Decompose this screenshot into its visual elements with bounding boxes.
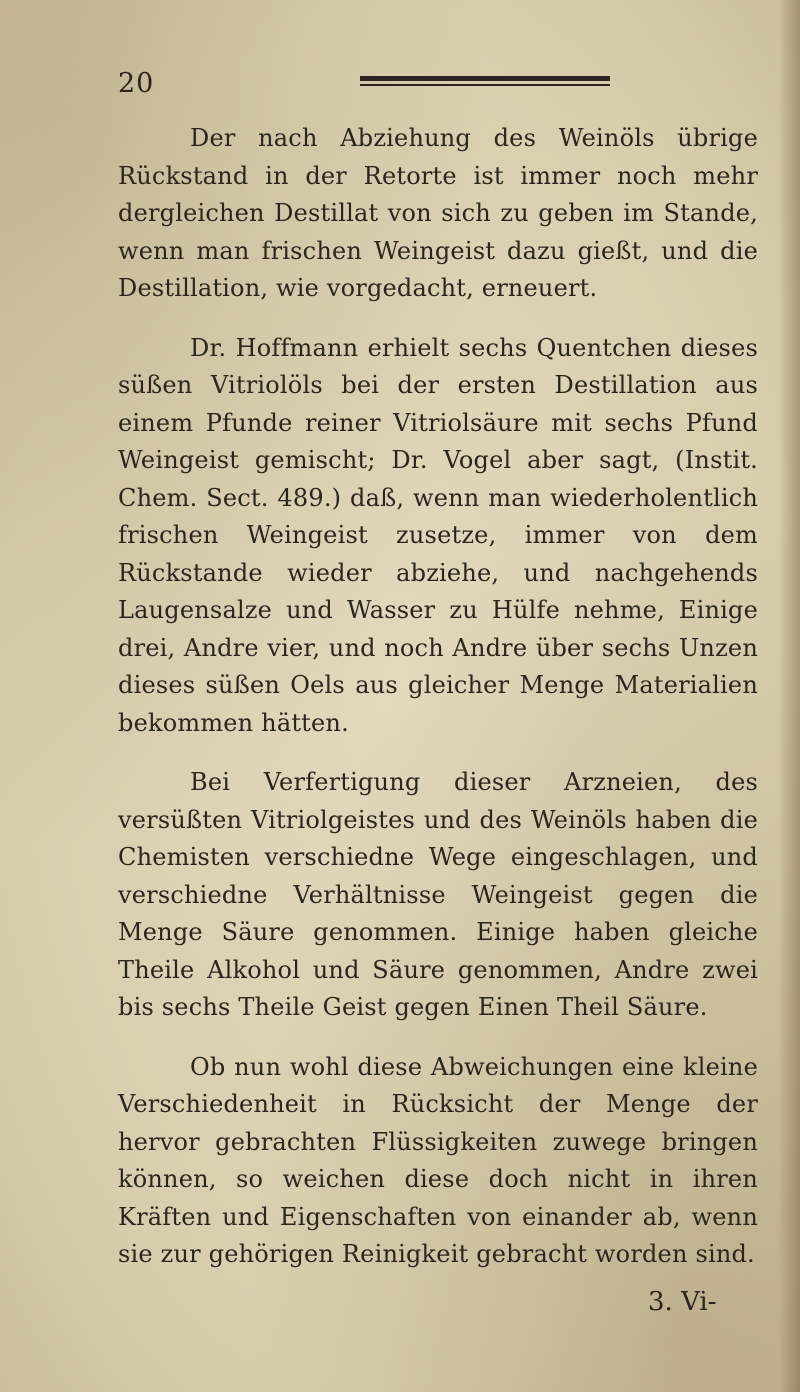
header-rule-thick [360,76,610,81]
paragraph: Ob nun wohl diese Abweichungen eine kleine Verschiedenheit in Rücksicht der Menge der hervor gebrachten Flüssigkeiten zuwege bringen können, so weichen diese doch nicht in ihren Kräften und Eigenschaften von einander ab, wenn sie zur gehörigen Reinigkeit gebracht worden sind. [118,1052,758,1268]
paragraph: Der nach Abziehung des Weinöls übrige Rückstand in der Retorte ist immer noch mehr dergleichen Destillat von sich zu geben im Stande, wenn man frischen Weingeist dazu gießt, und die Destillation, wie vorgedacht, erneuert. [118,124,758,302]
header-rule-thin [360,84,610,86]
page-header [118,64,718,104]
paragraph: Dr. Hoffmann erhielt sechs Quentchen dieses süßen Vitriolöls bei der ersten Destillation aus einem Pfunde reiner Vitriolsäure mit sechs Pfund Weingeist gemischt; Dr. Vogel aber sagt, (Instit. Chem. Sect. 489.) daß, wenn man wiederholentlich frischen Weingeist zusetze, immer von dem Rückstande wieder abziehe, und nachgehends Laugensalze und Wasser zu Hülfe nehme, Einige drei, Andre vier, und noch Andre über sechs Unzen dieses süßen Oels aus gleicher Menge Materialien bekommen hätten. [118,333,758,737]
page-edge-shadow [778,0,800,1392]
paragraph: Bei Verfertigung dieser Arzneien, des versüßten Vitriolgeistes und des Weinöls haben die Chemisten verschiedne Wege eingeschlagen, und verschiedne Verhältnisse Weingeist gegen die Menge Säure genommen. Einige haben gleiche Theile Alkohol und Säure genommen, Andre zwei bis sechs Theile Geist gegen Einen Theil Säure. [118,768,758,1021]
body-text [118,120,758,1296]
catchword: 3. Vi- [648,1287,717,1317]
page-number: 20 [118,68,155,99]
header-rule [360,76,610,88]
